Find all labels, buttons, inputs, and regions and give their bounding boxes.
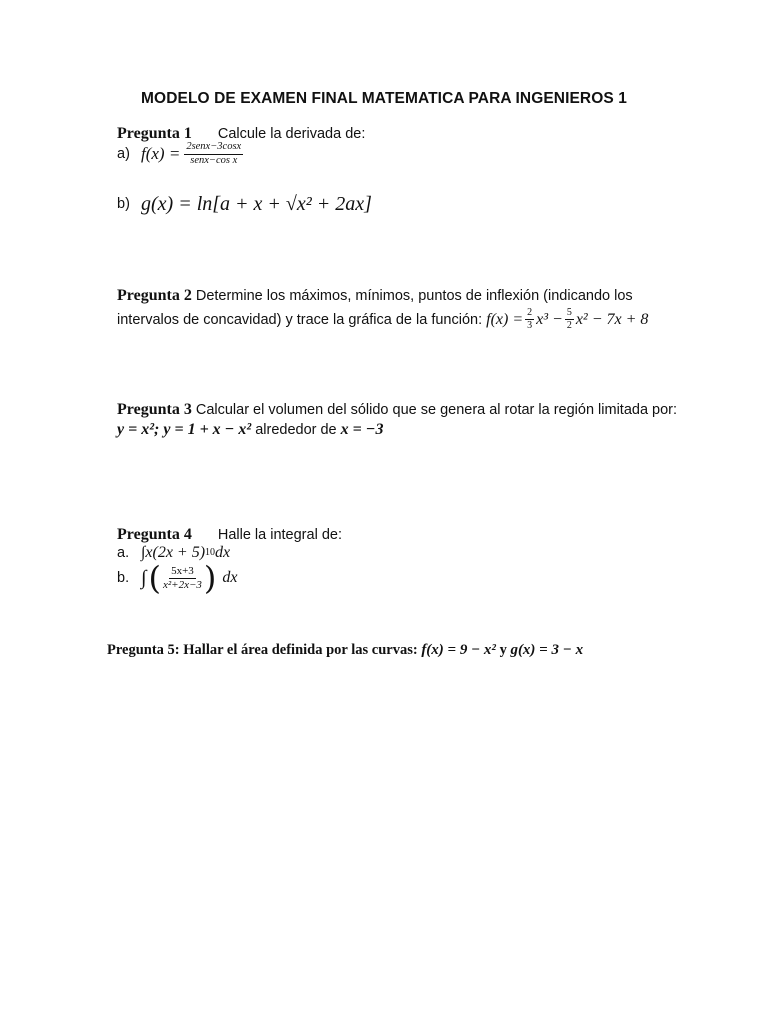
- question-3-line2: [117, 420, 383, 440]
- fraction-denominator: 3: [527, 320, 533, 331]
- question-4-instruction: Halle la integral de:: [217, 527, 342, 543]
- formula-lhs: f(x) =: [141, 144, 181, 163]
- question-1a: [117, 142, 243, 166]
- item-marker: a): [117, 146, 130, 162]
- rotation-axis: x = −3: [340, 421, 384, 438]
- question-1b: [117, 194, 372, 214]
- question-3: [117, 400, 677, 420]
- question-3-label: Pregunta 3: [117, 401, 192, 418]
- fraction-denominator: x²+2x−3: [162, 578, 202, 591]
- item-marker: b.: [117, 570, 130, 586]
- function-tail: x² − 7x + 8: [575, 310, 649, 328]
- question-5: [107, 642, 583, 659]
- integral-sign: ∫: [141, 567, 147, 589]
- question-4: [117, 525, 342, 545]
- formula-g: g(x) = ln[a + x + √x² + 2ax]: [141, 193, 372, 215]
- fraction-denominator: 2: [566, 320, 572, 331]
- fraction-five-halves: [565, 308, 574, 331]
- question-2-text-line1: Determine los máximos, mínimos, puntos de inflexión (indicando los: [195, 288, 633, 304]
- fraction-numerator: 2senx−3cosx: [184, 142, 243, 155]
- question-2-label: Pregunta 2: [117, 287, 192, 304]
- integral-a: ∫x(2x + 5): [141, 544, 206, 561]
- integrand-fraction: [161, 566, 204, 591]
- question-4-label: Pregunta 4: [117, 526, 192, 543]
- question-5-label: Pregunta 5:: [107, 642, 180, 658]
- region-curves: y = x²; y = 1 + x − x²: [117, 421, 252, 438]
- around-label: alrededor de: [255, 422, 337, 438]
- question-2-line2: [117, 308, 648, 331]
- paren-left: (: [148, 559, 161, 597]
- question-3-text-line1: Calcular el volumen del sólido que se genera al rotar la región limitada por:: [195, 402, 678, 418]
- fraction-numerator: 2: [527, 307, 533, 318]
- curve-g: g(x) = 3 − x: [510, 642, 584, 658]
- function-middle: x³ −: [536, 310, 563, 328]
- question-4b: [117, 559, 238, 597]
- fraction-denominator: senx−cos x: [190, 154, 238, 166]
- fraction-numerator: 5x+3: [171, 564, 194, 577]
- conjunction: y: [499, 642, 507, 658]
- curve-f: f(x) = 9 − x²: [421, 642, 496, 658]
- derivative-fraction: [184, 142, 243, 166]
- item-marker: b): [117, 196, 130, 212]
- function-lhs: f(x) =: [486, 310, 524, 328]
- page-title: MODELO DE EXAMEN FINAL MATEMATICA PARA INGENIEROS 1: [141, 90, 627, 107]
- paren-right: ): [203, 559, 217, 597]
- question-5-text: Hallar el área definida por las curvas:: [183, 642, 418, 658]
- integral-a-dx: dx: [215, 544, 231, 561]
- question-1-label: Pregunta 1: [117, 125, 192, 142]
- question-1: [117, 124, 365, 144]
- question-1-instruction: Calcule la derivada de:: [217, 126, 366, 142]
- fraction-numerator: 5: [566, 307, 572, 318]
- question-2: [117, 286, 737, 306]
- integral-a-exponent: 10: [205, 547, 216, 558]
- integral-b-dx: dx: [222, 569, 238, 586]
- question-2-text-line2: intervalos de concavidad) y trace la gráfica de la función:: [117, 311, 483, 328]
- item-marker: a.: [117, 545, 130, 561]
- fraction-two-thirds: [525, 308, 534, 331]
